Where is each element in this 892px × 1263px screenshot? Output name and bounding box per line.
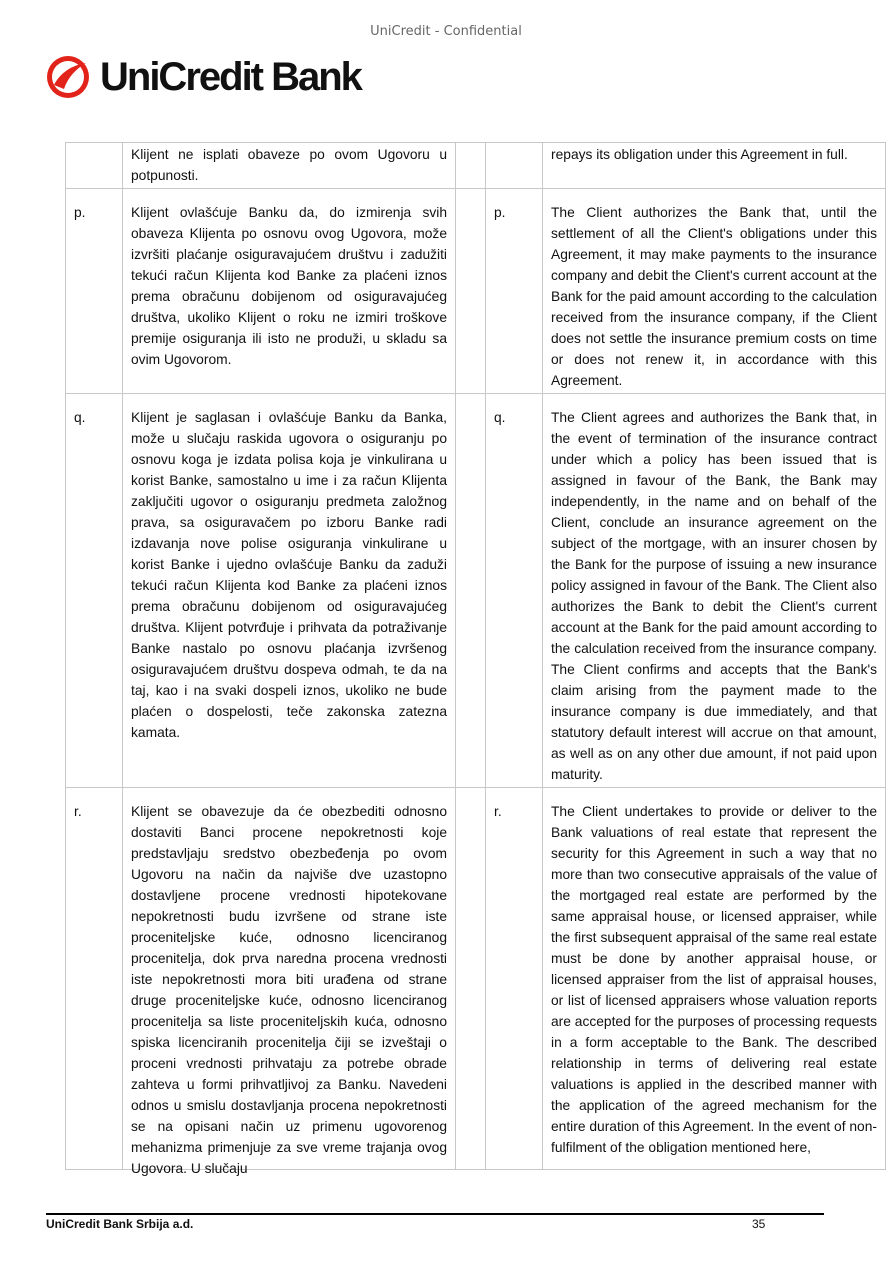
confidentiality-label: UniCredit - Confidential: [370, 24, 522, 39]
clause-letter-sr: p.: [66, 189, 123, 394]
column-gap: [456, 788, 486, 1170]
clause-letter-en: r.: [486, 788, 543, 1170]
table-row: [66, 394, 886, 788]
column-gap: [456, 189, 486, 394]
unicredit-logo: [46, 54, 361, 100]
footer-company: UniCredit Bank Srbija a.d.: [46, 1217, 194, 1231]
clause-letter-en: [486, 143, 543, 189]
clause-letter-sr: q.: [66, 394, 123, 788]
clause-letter-sr: r.: [66, 788, 123, 1170]
clause-text-sr: Klijent ovlašćuje Banku da, do izmirenja svih obaveza Klijenta po osnovu ovog Ugovora, može izvršiti plaćanje osiguravajućem društvu i zadužiti tekući račun Klijenta kod Banke za plaćeni iznos prema obračunu dobijenom od osiguravajućeg društva, ukoliko Klijent o roku ne izmiri troškove premije osiguranja ili isto ne produži, u skladu sa ovim Ugovorom.: [123, 189, 456, 394]
clause-text-en-cell: [543, 788, 886, 1170]
column-gap: [456, 143, 486, 189]
clause-text-en: The Client undertakes to provide or deliver to the Bank valuations of real estate that represent the security for this Agreement in such a way that no more than two consecutive appraisals of the value of the mortgaged real estate are performed by the same appraisal house, or licensed appraiser, while the first subsequent appraisal of the same real estate must be done by another appraisal house, or licensed appraiser from the list of appraisal houses, or list of licensed appraisers whose valuation reports are accepted for the purposes of processing requests in a form acceptable to the Bank. The described relationship in terms of delivering real estate valuations is applied in the described manner with the application of the agreed mechanism for the entire duration of this Agreement. In the event of non-fulfilment of the obligation mentioned here,: [551, 804, 877, 1155]
page-number: 35: [752, 1217, 766, 1231]
column-gap: [456, 394, 486, 788]
bilingual-clauses-table: [65, 142, 886, 1176]
footer-divider: [46, 1213, 824, 1215]
table-row: [66, 189, 886, 394]
table-row: [66, 788, 886, 1170]
clause-letter-en: q.: [486, 394, 543, 788]
clause-letter-en: p.: [486, 189, 543, 394]
clause-text-sr: Klijent ne isplati obaveze po ovom Ugovoru u potpunosti.: [123, 143, 456, 189]
clause-text-sr: Klijent se obavezuje da će obezbediti odnosno dostaviti Banci procene nepokretnosti koje predstavljaju sredstvo obezbeđenja po ovom Ugovoru na način da najviše dve uzastopno dostavljene procene vrednosti hipotekovane nepokretnosti budu izvršene od strane iste proceniteljske kuće, odnosno licenciranog procenitelja, dok prva naredna procena vrednosti iste nepokretnosti mora biti urađena od strane druge proceniteljske kuće, odnosno licenciranog procenitelja sa liste proceniteljskih kuća, odnosno spiska licenciranih procenitelja čiji se izveštaji o proceni vrednosti prihvataju za potrebe obrade zahteva u formi prihvatljivoj za Banku. Navedeni odnos u smislu dostavljanja procena nepokretnosti se na opisani način uz primenu ugovorenog mehanizma primenjuje za sve vreme trajanja ovog Ugovora. U slučaju: [131, 804, 447, 1176]
clause-text-sr-cell: [123, 788, 456, 1176]
table-row: [66, 143, 886, 189]
clause-text-en: The Client authorizes the Bank that, until the settlement of all the Client's obligations under this Agreement, it may make payments to the insurance company and debit the Client's current account at the Bank for the paid amount according to the calculation received from the insurance company, if the Client does not settle the insurance premium costs on time or does not renew it, in accordance with this Agreement.: [543, 189, 886, 394]
clause-letter-sr: [66, 143, 123, 189]
clause-text-en: repays its obligation under this Agreement in full.: [543, 143, 886, 189]
clause-text-en: The Client agrees and authorizes the Bank that, in the event of termination of the insurance contract under which a policy has been issued that is assigned in favour of the Bank, the Bank may independently, in the name and on behalf of the Client, conclude an insurance agreement on the subject of the mortgage, with an insurer chosen by the Bank for the purpose of issuing a new insurance policy assigned in favour of the Bank. The Client also authorizes the Bank to debit the Client's current account at the Bank for the paid amount according to the calculation received from the insurance company. The Client confirms and accepts that the Bank's claim arising from the payment made to the insurance company is due immediately, and that statutory default interest will accrue on that amount, as well as on any other due amount, if not paid upon maturity.: [543, 394, 886, 788]
clause-text-sr: Klijent je saglasan i ovlašćuje Banku da Banka, može u slučaju raskida ugovora o osiguranju po osnovu koga je izdata polisa koja je vinkulirana u korist Banke, samostalno u ime i za račun Klijenta zaključiti ugovor o osiguranju predmeta založnog prava, sa osiguravačem po izboru Banke radi izdavanja nove polise osiguranja vinkulirane u korist Banke i ujedno ovlašćuje Banku da zaduži tekući račun Klijenta kod Banke za plaćeni iznos prema obračunu dobijenom od osiguravajućeg društva. Klijent potvrđuje i prihvata da potraživanje Banke nastalo po osnovu plaćanja izvršenog osiguravajućem društvu dospeva odmah, te da na taj, kao i na svaki dospeli iznos, ukoliko ne bude plaćen o dospelosti, teče zakonska zatezna kamata.: [123, 394, 456, 788]
logo-text: UniCredit Bank: [100, 55, 361, 99]
unicredit-emblem-icon: [46, 55, 90, 99]
